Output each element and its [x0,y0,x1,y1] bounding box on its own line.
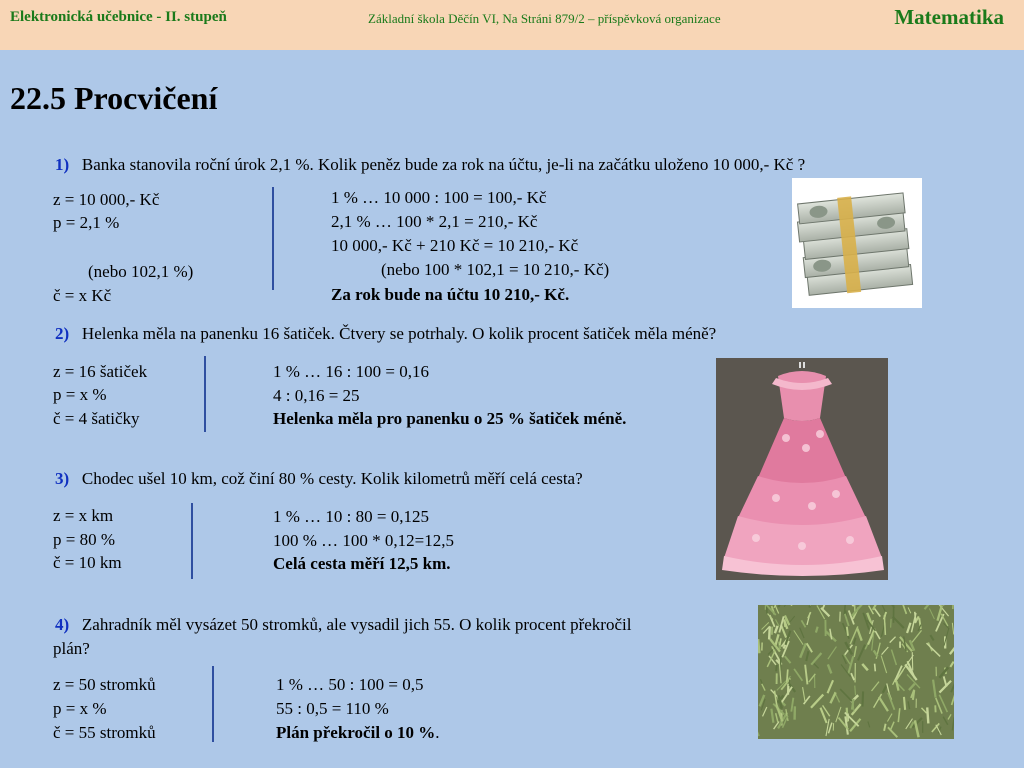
p4-given-2: p = x % [53,699,107,718]
p2-sol-2: 4 : 0,16 = 25 [273,386,360,405]
p1-given-4: č = x Kč [53,286,112,305]
problem-4-question-line1 [55,613,631,636]
header-left-text: Elektronická učebnice - II. stupeň [10,9,227,25]
p2-given-1: z = 16 šatiček [53,362,148,381]
p3-sol-2: 100 % … 100 * 0,12=12,5 [273,531,454,550]
p2-answer: Helenka měla pro panenku o 25 % šatiček méně. [273,409,627,428]
spruce-seedlings-image [758,605,954,739]
page-title: 22.5 Procvičení [10,80,218,116]
p4-given-1: z = 50 stromků [53,675,156,694]
p4-answer: Plán překročil o 10 % [276,723,436,742]
p4-answer-line [276,721,440,744]
problem-1-number: 1) [55,155,70,174]
header-subject: Matematika [894,5,1004,29]
p3-sol-1: 1 % … 10 : 80 = 0,125 [273,507,429,526]
problem-1-question [55,153,805,176]
problem-3-number: 3) [55,469,70,488]
p3-given-2: p = 80 % [53,530,115,549]
p4-sol-1: 1 % … 50 : 100 = 0,5 [276,675,424,694]
p2-given-2: p = x % [53,385,107,404]
problem-2-question [55,322,716,345]
p3-given-3: č = 10 km [53,553,122,572]
header-school-name: Základní škola Děčín VI, Na Stráni 879/2 – příspěvková organizace [368,11,721,26]
p1-divider [272,187,274,290]
p1-answer: Za rok bude na účtu 10 210,- Kč. [331,285,570,304]
p1-given-2: p = 2,1 % [53,213,120,232]
problem-2-text: Helenka měla na panenku 16 šatiček. Čtvery se potrhaly. O kolik procent šatiček měla méně? [81,324,717,343]
problem-3-question [55,467,583,490]
p2-given-3: č = 4 šatičky [53,409,140,428]
p4-sol-2: 55 : 0,5 = 110 % [276,699,389,718]
p4-divider [212,666,214,742]
problem-4-question-line2: plán? [53,639,90,658]
p4-answer-tail: . [435,723,440,742]
p2-divider [204,356,206,432]
p1-given-1: z = 10 000,- Kč [53,190,160,209]
p4-given-3: č = 55 stromků [53,723,156,742]
header-bar [0,0,1024,50]
p1-sol-4: (nebo 100 * 102,1 = 10 210,- Kč) [381,260,610,279]
money-stack-image [792,178,922,308]
problem-1-text: Banka stanovila roční úrok 2,1 %. Kolik peněz bude za rok na účtu, je-li na začátku uloženo 10 000,- Kč ? [81,155,806,174]
p2-sol-1: 1 % … 16 : 100 = 0,16 [273,362,429,381]
problem-3-text: Chodec ušel 10 km, což činí 80 % cesty. Kolik kilometrů měří celá cesta? [81,469,583,488]
problem-4-number: 4) [55,615,70,634]
p1-sol-1: 1 % … 10 000 : 100 = 100,- Kč [331,188,547,207]
problem-4-text: Zahradník měl vysázet 50 stromků, ale vysadil jich 55. O kolik procent překročil [81,615,632,634]
p1-sol-2: 2,1 % … 100 * 2,1 = 210,- Kč [331,212,538,231]
p1-given-3: (nebo 102,1 %) [88,262,194,281]
p1-sol-3: 10 000,- Kč + 210 Kč = 10 210,- Kč [331,236,579,255]
problem-2-number: 2) [55,324,70,343]
pink-dress-image [716,358,888,580]
p3-divider [191,503,193,579]
p3-given-1: z = x km [53,506,114,525]
p3-answer: Celá cesta měří 12,5 km. [273,554,451,573]
